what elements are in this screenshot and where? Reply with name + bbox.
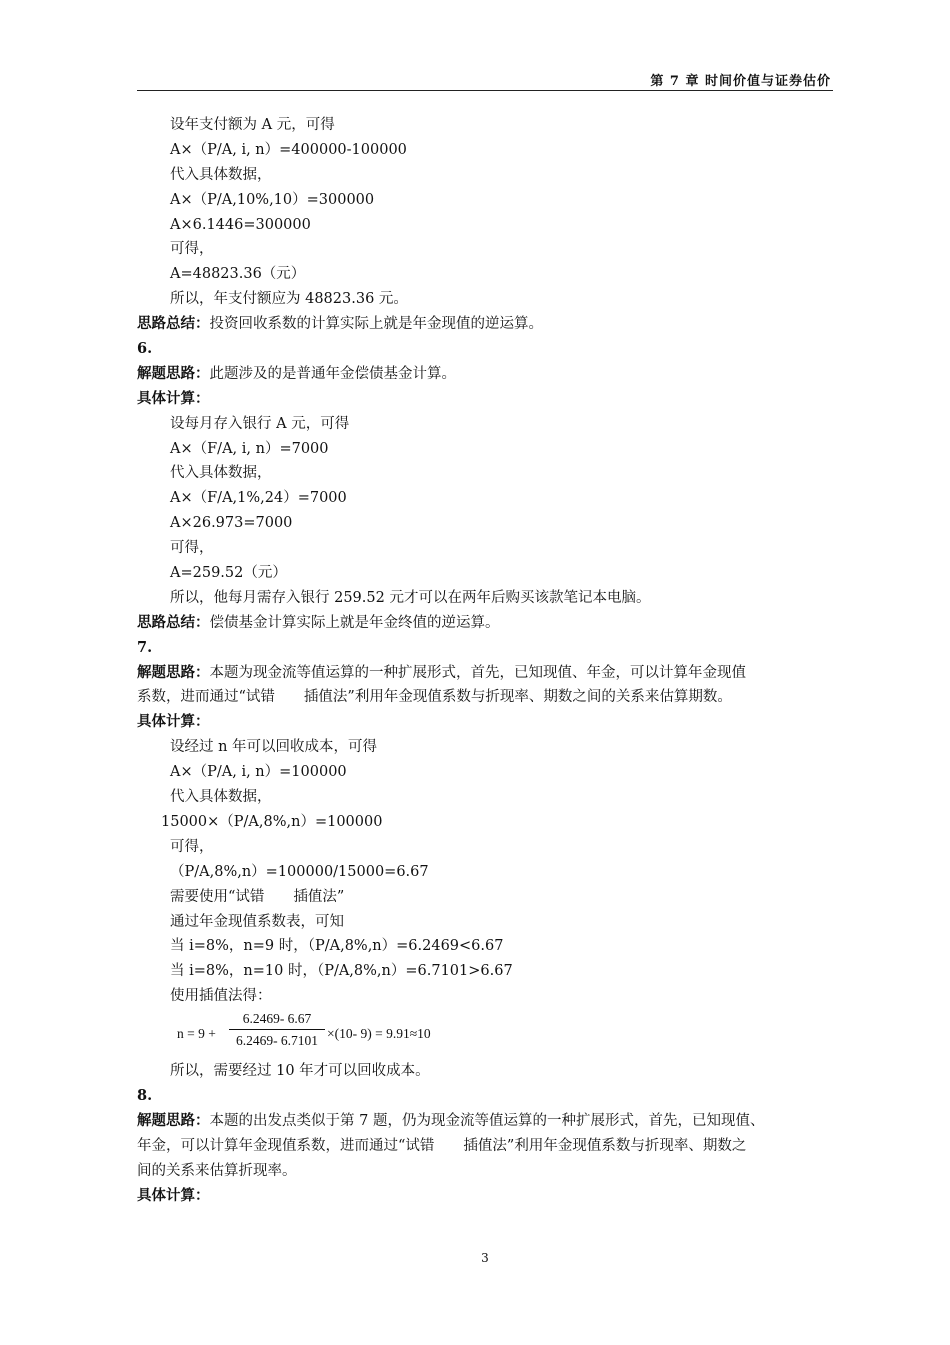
idea-line: 系数，进而通过“试错 插值法”利用年金现值系数与折现率、期数之间的关系来估算期数。 xyxy=(137,689,732,706)
question-number: 8. xyxy=(137,1086,153,1104)
text-line: 所以，需要经过 10 年才可以回收成本。 xyxy=(170,1063,430,1080)
idea-line xyxy=(137,661,837,686)
idea-text: 此题涉及的是普通年金偿债基金计算。 xyxy=(209,365,456,382)
text-line: 所以，他每月需存入银行 259.52 元才可以在两年后购买该款笔记本电脑。 xyxy=(170,589,651,606)
idea-line xyxy=(137,1109,837,1134)
text-line: 代入具体数据， xyxy=(170,789,272,806)
summary-label: 思路总结： xyxy=(137,315,210,333)
text-line: 所以，年支付额应为 48823.36 元。 xyxy=(170,291,408,308)
text-line: A=48823.36（元） xyxy=(170,266,306,283)
question-number: 7. xyxy=(137,638,153,656)
text-line: 当 i=8%，n=9 时，（P/A,8%,n）=6.2469<6.67 xyxy=(170,938,504,955)
summary-text: 投资回收系数的计算实际上就是年金现值的逆运算。 xyxy=(209,316,543,333)
idea-line: 间的关系来估算折现率。 xyxy=(137,1162,297,1179)
page-number: 3 xyxy=(481,1251,489,1265)
calc-label: 具体计算： xyxy=(137,1186,210,1204)
calc-label: 具体计算： xyxy=(137,389,210,407)
text-line: A=259.52（元） xyxy=(170,565,287,582)
formula-fraction xyxy=(229,1009,325,1050)
text-line: 可得， xyxy=(170,241,214,258)
summary-text: 偿债基金计算实际上就是年金终值的逆运算。 xyxy=(209,614,500,631)
text-line: 设经过 n 年可以回收成本，可得 xyxy=(170,739,378,756)
text-line: 可得， xyxy=(170,838,214,855)
formula-numerator: 6.2469- 6.67 xyxy=(229,1009,325,1030)
text-line: A×（P/A,10%,10）=300000 xyxy=(170,191,375,208)
idea-label: 解题思路： xyxy=(137,663,210,681)
summary-line xyxy=(137,312,837,337)
text-line: 使用插值法得： xyxy=(170,988,272,1005)
text-line: 当 i=8%，n=10 时，（P/A,8%,n）=6.7101>6.67 xyxy=(170,963,513,980)
summary-label: 思路总结： xyxy=(137,613,210,631)
formula-lhs: n = 9 + xyxy=(177,1026,216,1042)
text-line: 15000×（P/A,8%,n）=100000 xyxy=(161,813,383,830)
question-number: 6. xyxy=(137,340,153,358)
idea-text: 本题的出发点类似于第 7 题，仍为现金流等值运算的一种扩展形式，首先，已知现值、 xyxy=(209,1112,765,1129)
formula-denominator: 6.2469- 6.7101 xyxy=(235,1033,319,1049)
text-line: 通过年金现值系数表，可知 xyxy=(170,913,344,930)
text-line: 设每月存入银行 A 元，可得 xyxy=(170,415,350,432)
text-line: 可得， xyxy=(170,540,214,557)
text-line: 代入具体数据， xyxy=(170,166,272,183)
text-line: A×26.973=7000 xyxy=(170,515,293,532)
idea-line xyxy=(137,362,837,387)
formula-rest: ×(10- 9) = 9.91≈10 xyxy=(327,1026,431,1042)
interpolation-formula xyxy=(137,1009,837,1059)
text-line: A×（P/A, i, n）=100000 xyxy=(170,764,347,781)
text-line: 代入具体数据， xyxy=(170,465,272,482)
text-line: A×6.1446=300000 xyxy=(170,216,311,233)
idea-label: 解题思路： xyxy=(137,364,210,382)
page-header xyxy=(137,70,833,91)
text-line: 设年支付额为 A 元，可得 xyxy=(170,117,335,133)
text-line: 需要使用“试错 插值法” xyxy=(170,888,345,905)
document-body xyxy=(137,113,837,1208)
idea-label: 解题思路： xyxy=(137,1111,210,1129)
idea-line: 年金，可以计算年金现值系数，进而通过“试错 插值法”利用年金现值系数与折现率、期数之 xyxy=(137,1137,747,1154)
idea-text: 本题为现金流等值运算的一种扩展形式，首先，已知现值、年金，可以计算年金现值 xyxy=(209,664,746,681)
chapter-title: 第 7 章 时间价值与证券估价 xyxy=(650,74,831,89)
text-line: （P/A,8%,n）=100000/15000=6.67 xyxy=(170,863,429,880)
summary-line xyxy=(137,611,837,636)
text-line: A×（F/A,1%,24）=7000 xyxy=(170,490,347,507)
text-line: A×（F/A, i, n）=7000 xyxy=(170,440,329,457)
text-line: A×（P/A, i, n）=400000-100000 xyxy=(170,141,407,158)
calc-label: 具体计算： xyxy=(137,713,210,731)
